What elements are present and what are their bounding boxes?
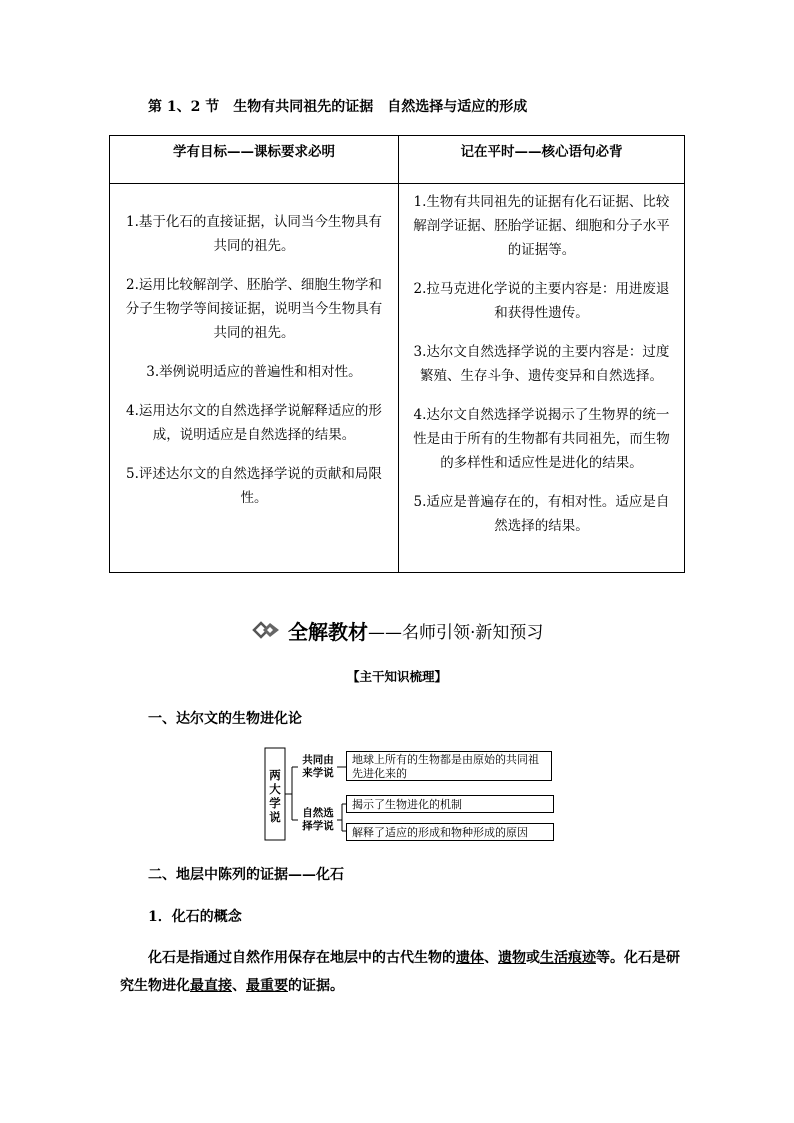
page-title: 第 1、2 节 生物有共同祖先的证据 自然选择与适应的形成 [148,99,528,115]
text: 化石是指通过自然作用保存在地层中的古代生物的 [148,950,456,966]
left-item: 3.举例说明适应的普遍性和相对性。 [146,364,362,380]
branch2-box-1: 揭示了生物进化的机制 [346,795,554,813]
banner-main: 全解教材 [288,619,368,644]
section-banner [252,616,543,644]
banner-sub: ——名师引领·新知预习 [368,622,544,643]
subheading: 【主干知识梳理】 [346,669,447,684]
text: 、 [232,978,246,994]
right-item: 4.达尔文自然选择学说揭示了生物界的统一性是由于所有的生物都有共同祖先，而生物的多样性和适应性是进化的结果。 [413,407,670,471]
right-item: 2.拉马克进化学说的主要内容是：用进废退和获得性遗传。 [413,281,670,321]
section-heading: 二、地层中陈列的证据——化石 [148,867,344,883]
goals-table [109,135,685,573]
diagram-root: 两大学说 [269,768,281,824]
key-term: 遗体 [456,950,484,966]
fossil-paragraph [120,944,680,1000]
text: 、 [484,950,498,966]
text: 的证据。 [288,978,344,994]
key-term: 最重要 [246,978,288,994]
right-item: 5.适应是普遍存在的，有相对性。适应是自然选择的结果。 [413,494,670,534]
diagram-branch1: 共同由来学说 [302,754,334,779]
text: 或 [526,950,540,966]
right-column [399,184,685,573]
subsection-heading: 1．化石的概念 [148,909,242,925]
concept-diagram [264,747,564,845]
text: 等。化石是研究生物进化 [120,950,680,994]
key-term: 生活痕迹 [540,950,596,966]
right-header: 记在平时——核心语句必背 [399,136,685,184]
left-item: 2.运用比较解剖学、胚胎学、细胞生物学和分子生物学等间接证据，说明当今生物具有共同的祖先。 [125,277,383,341]
diagram-branch2: 自然选择学说 [302,807,334,832]
key-term: 最直接 [190,978,232,994]
left-item: 5.评述达尔文的自然选择学说的贡献和局限性。 [126,466,382,506]
right-item: 1.生物有共同祖先的证据有化石证据、比较解剖学证据、胚胎学证据、细胞和分子水平的证据等。 [413,194,670,258]
right-item: 3.达尔文自然选择学说的主要内容是：过度繁殖、生存斗争、遗传变异和自然选择。 [413,344,670,384]
branch1-box: 地球上所有的生物都是由原始的共同祖先进化来的 [346,751,552,781]
left-header: 学有目标——课标要求必明 [110,136,399,184]
key-term: 遗物 [498,950,526,966]
section-heading: 一、达尔文的生物进化论 [148,711,302,727]
left-column [110,184,399,573]
left-item: 1.基于化石的直接证据，认同当今生物具有共同的祖先。 [126,214,382,254]
branch2-box-2: 解释了适应的形成和物种形成的原因 [346,823,554,841]
logo-icon [252,619,282,641]
left-item: 4.运用达尔文的自然选择学说解释适应的形成，说明适应是自然选择的结果。 [126,403,382,443]
